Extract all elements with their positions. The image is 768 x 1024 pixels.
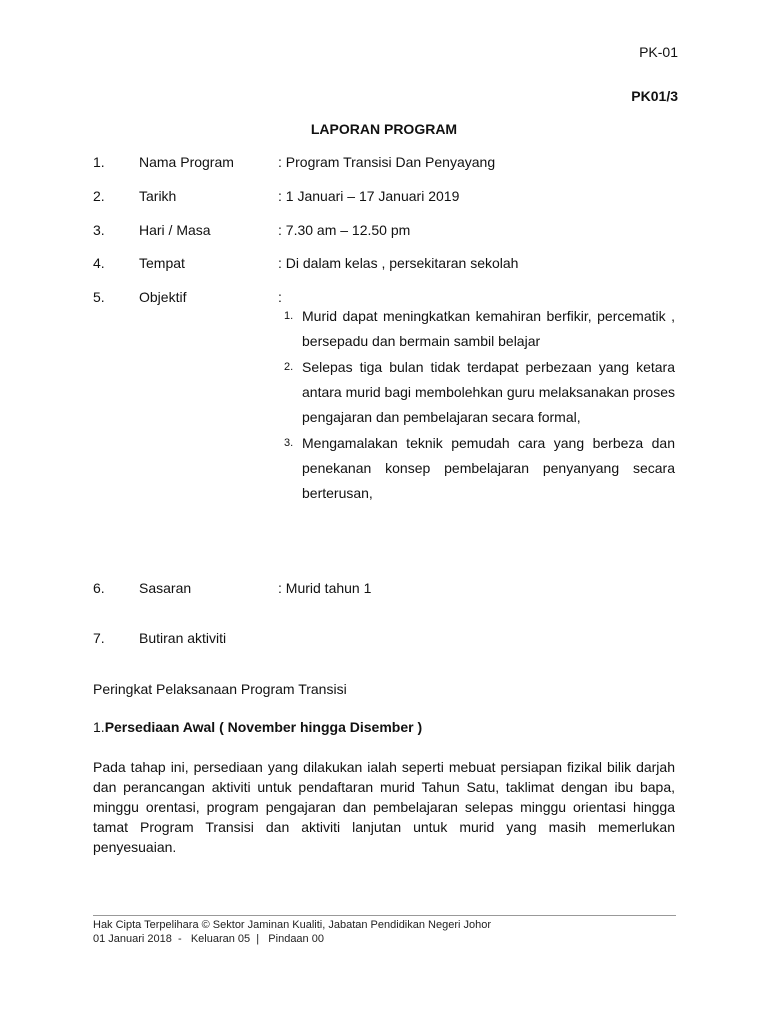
footer-divider — [93, 915, 676, 916]
field-value: : 1 Januari – 17 Januari 2019 — [278, 188, 460, 204]
document-code: PK-01 — [639, 44, 678, 60]
page-title: LAPORAN PROGRAM — [310, 121, 458, 137]
field-row-sasaran — [93, 580, 693, 600]
objective-text: Murid dapat meningkatkan kemahiran berfikir, percematik , bersepadu dan bermain sambil belajar — [302, 308, 675, 349]
subsection-number: 1. — [93, 719, 105, 735]
field-label: Hari / Masa — [139, 222, 211, 238]
objective-text: Selepas tiga bulan tidak terdapat perbezaan yang ketara antara murid bagi membolehkan guru melaksanakan proses pengajaran dan pembelajaran secara formal, — [302, 359, 675, 425]
footer-suffix: Sektor Jaminan Kualiti, Jabatan Pendidikan Negeri Johor — [209, 919, 492, 931]
field-number: 7. — [93, 630, 105, 646]
objective-number: 3. — [284, 437, 294, 449]
copyright-icon: © — [201, 919, 210, 931]
field-row-nama-program — [93, 154, 693, 174]
field-row-tempat — [93, 255, 693, 275]
form-code: PK01/3 — [631, 88, 678, 104]
field-label: Butiran aktiviti — [139, 630, 227, 646]
field-value: : Program Transisi Dan Penyayang — [278, 154, 496, 170]
field-label: Nama Program — [139, 154, 234, 170]
field-value: : Murid tahun 1 — [278, 580, 372, 596]
section-heading: Peringkat Pelaksanaan Program Transisi — [93, 681, 347, 697]
body-paragraph: Pada tahap ini, persediaan yang dilakukan ialah seperti mebuat persiapan fizikal bilik darjah dan perancangan aktiviti untuk pendaftaran murid Tahun Satu, taklimat dengan ibu bapa, minggu orentasi, program pengajaran dan pembelajaran selepas minggu orientasi hingga tamat Program Transisi dan aktiviti lanjutan untuk murid yang masih memerlukan penyesuaian. — [93, 759, 675, 855]
objective-item — [280, 431, 675, 506]
field-row-butiran-aktiviti — [93, 630, 693, 650]
field-label: Objektif — [139, 289, 187, 305]
field-label: Sasaran — [139, 580, 192, 596]
subsection-heading — [93, 719, 422, 735]
subsection-title: Persediaan Awal ( November hingga Disember ) — [104, 719, 423, 735]
field-label: Tempat — [139, 255, 185, 271]
objective-text: Mengamalakan teknik pemudah cara yang berbeza dan penekanan konsep pembelajaran penyanyang secara berterusan, — [302, 435, 675, 501]
field-number: 5. — [93, 289, 105, 305]
footer-version-line: 01 Januari 2018 - Keluaran 05 | Pindaan 00 — [93, 933, 324, 945]
field-row-hari-masa — [93, 222, 693, 242]
field-value: : — [278, 289, 282, 305]
field-label: Tarikh — [139, 188, 177, 204]
objective-number: 2. — [284, 361, 294, 373]
field-number: 1. — [93, 154, 105, 170]
footer-copyright-line — [93, 918, 491, 932]
footer-prefix: Hak Cipta Terpelihara — [93, 919, 202, 931]
field-number: 6. — [93, 580, 105, 596]
field-value: : 7.30 am – 12.50 pm — [278, 222, 411, 238]
field-number: 3. — [93, 222, 105, 238]
field-row-tarikh — [93, 188, 693, 208]
field-number: 2. — [93, 188, 105, 204]
objective-number: 1. — [284, 310, 294, 322]
objectives-list — [280, 304, 675, 507]
objective-item — [280, 355, 675, 430]
field-number: 4. — [93, 255, 105, 271]
field-value: : Di dalam kelas , persekitaran sekolah — [278, 255, 519, 271]
objective-item — [280, 304, 675, 354]
footer — [93, 918, 491, 946]
